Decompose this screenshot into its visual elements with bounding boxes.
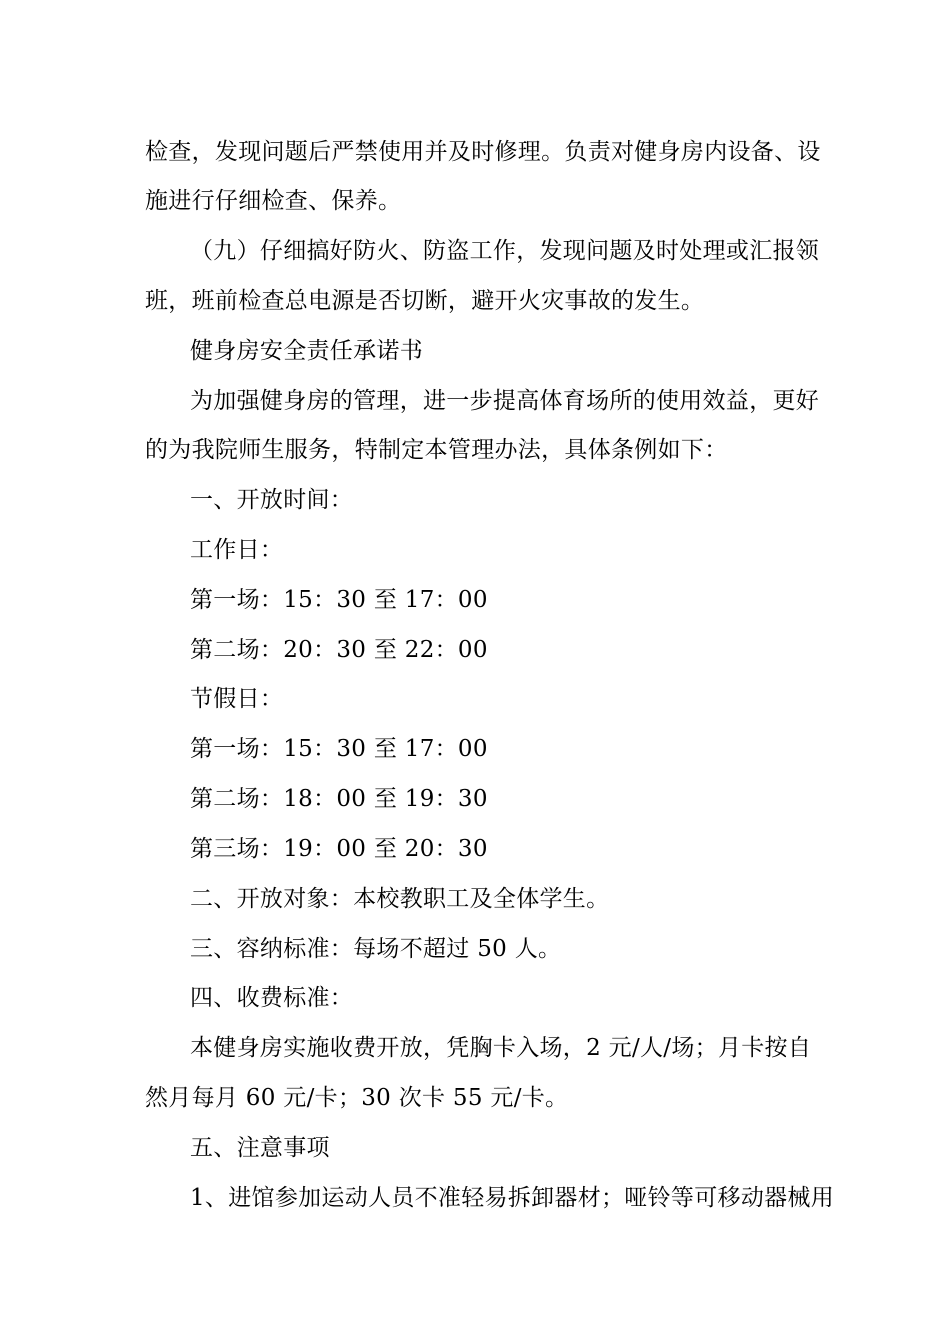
schedule-line: 第一场：15：30 至 17：00 <box>190 587 488 613</box>
schedule-line: 第二场：20：30 至 22：00 <box>190 637 488 663</box>
paragraph-line: 班，班前检查总电源是否切断，避开火灾事故的发生。 <box>145 288 705 314</box>
paragraph-line: 1、进馆参加运动人员不准轻易拆卸器材；哑铃等可移动器械用 <box>190 1185 835 1211</box>
list-heading: 三、容纳标准：每场不超过 50 人。 <box>190 936 562 962</box>
paragraph-line: 的为我院师生服务，特制定本管理办法，具体条例如下： <box>145 437 728 463</box>
paragraph-line: 然月每月 60 元/卡；30 次卡 55 元/卡。 <box>145 1085 569 1111</box>
section-heading: 健身房安全责任承诺书 <box>190 338 423 364</box>
paragraph-line: （九）仔细搞好防火、防盗工作，发现问题及时处理或汇报领 <box>190 238 820 264</box>
list-subheading: 节假日： <box>190 686 284 712</box>
schedule-line: 第三场：19：00 至 20：30 <box>190 836 488 862</box>
schedule-line: 第一场：15：30 至 17：00 <box>190 736 488 762</box>
list-heading: 一、开放时间： <box>190 487 354 513</box>
list-heading: 二、开放对象：本校教职工及全体学生。 <box>190 886 610 912</box>
list-heading: 四、收费标准： <box>190 985 354 1011</box>
paragraph-line: 为加强健身房的管理，进一步提高体育场所的使用效益，更好 <box>190 388 820 414</box>
schedule-line: 第二场：18：00 至 19：30 <box>190 786 488 812</box>
list-subheading: 工作日： <box>190 537 284 563</box>
list-heading: 五、注意事项 <box>190 1135 330 1161</box>
paragraph-line: 检查，发现问题后严禁使用并及时修理。负责对健身房内设备、设 <box>145 139 821 165</box>
paragraph-line: 本健身房实施收费开放，凭胸卡入场，2 元/人/场；月卡按自 <box>190 1035 812 1061</box>
paragraph-line: 施进行仔细检查、保养。 <box>145 188 402 214</box>
